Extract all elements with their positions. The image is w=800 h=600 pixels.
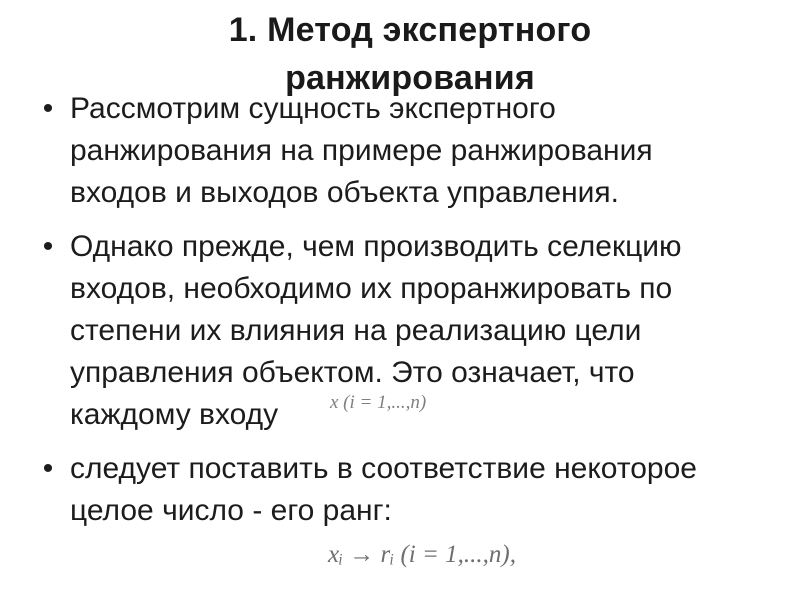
bullet-text: Однако прежде, чем производить селекцию входов, необходимо их проранжировать по степени их влияния на реализацию цели управления объектом. Это означает, что каждому входу <box>70 230 682 431</box>
bullet-item <box>34 448 734 532</box>
bullet-text: Рассмотрим сущность экспертного ранжирования на примере ранжирования входов и выходов объекта управления. <box>70 92 653 209</box>
formula-input-index: x (i = 1,...,n) <box>330 392 427 413</box>
slide-title: 1. Метод экспертного ранжирования <box>228 11 592 97</box>
bullet-item <box>34 88 734 214</box>
bullet-list <box>34 88 734 544</box>
bullet-text: следует поставить в соответствие некоторое целое число - его ранг: <box>70 452 697 527</box>
bullet-dot-icon: • <box>42 92 54 125</box>
bullet-dot-icon: • <box>42 452 54 485</box>
bullet-dot-icon: • <box>42 230 54 263</box>
formula-rank-mapping: xᵢ → rᵢ (i = 1,...,n), <box>328 541 516 568</box>
bullet-item <box>34 226 734 436</box>
